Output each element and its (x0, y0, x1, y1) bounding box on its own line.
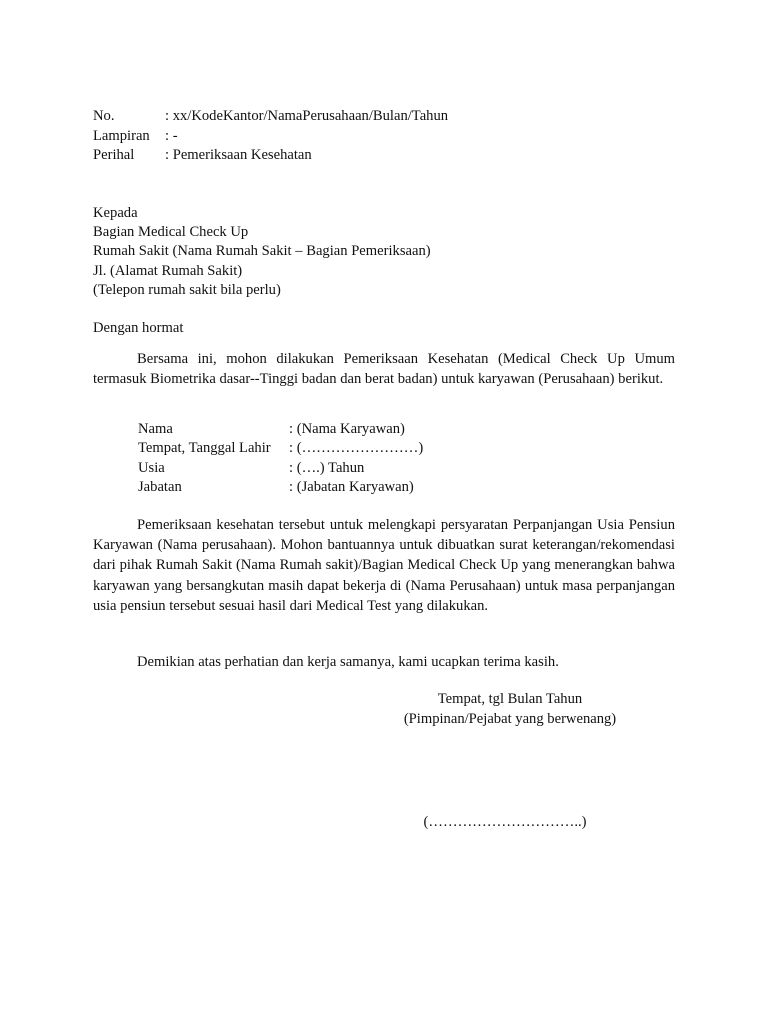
signature-place-date: Tempat, tgl Bulan Tahun (437, 691, 583, 707)
signature-name-blank: (…………………………..) (423, 814, 587, 830)
detail-label-ttl: Tempat, Tanggal Lahir (138, 440, 271, 456)
detail-value-nama: : (Nama Karyawan) (289, 421, 405, 437)
detail-label-usia: Usia (138, 460, 165, 476)
detail-value-usia: : (….) Tahun (289, 460, 365, 476)
salutation: Dengan hormat (93, 320, 184, 336)
paragraph-request: Bersama ini, mohon dilakukan Pemeriksaan Kesehatan (Medical Check Up Umum termasuk Biometrika dasar--Tinggi badan dan berat badan) untuk karyawan (Perusahaan) berikut. (93, 351, 675, 388)
perihal-value: : Pemeriksaan Kesehatan (165, 147, 312, 163)
closing-line: Demikian atas perhatian dan kerja samanya, kami ucapkan terima kasih. (137, 654, 559, 670)
recipient-phone: (Telepon rumah sakit bila perlu) (93, 282, 281, 298)
detail-value-jabatan: : (Jabatan Karyawan) (289, 479, 414, 495)
recipient-hospital: Rumah Sakit (Nama Rumah Sakit – Bagian Pemeriksaan) (93, 243, 431, 259)
recipient-kepada: Kepada (93, 205, 138, 221)
signature-title: (Pimpinan/Pejabat yang berwenang) (403, 711, 617, 727)
detail-value-ttl: : (……………………) (289, 440, 424, 456)
detail-label-jabatan: Jabatan (138, 479, 182, 495)
no-label: No. (93, 108, 115, 124)
recipient-address: Jl. (Alamat Rumah Sakit) (93, 263, 243, 279)
perihal-label: Perihal (93, 147, 135, 163)
lampiran-label: Lampiran (93, 128, 150, 144)
paragraph-purpose: Pemeriksaan kesehatan tersebut untuk melengkapi persyaratan Perpanjangan Usia Pensiun Karyawan (Nama perusahaan). Mohon bantuannya untuk dibuatkan surat keterangan/rekomendasi dari pihak Rumah Sakit (Nama Rumah sakit)/Bagian Medical Check Up yang menerangkan bahwa karyawan yang bersangkutan masih dapat bekerja di (Nama Perusahaan) untuk masa perpanjangan usia pensiun tersebut sesuai hasil dari Medical Test yang dilakukan. (93, 517, 675, 614)
no-value: : xx/KodeKantor/NamaPerusahaan/Bulan/Tahun (165, 108, 449, 124)
recipient-department: Bagian Medical Check Up (93, 224, 249, 240)
lampiran-value: : - (165, 128, 178, 144)
detail-label-nama: Nama (138, 421, 173, 437)
